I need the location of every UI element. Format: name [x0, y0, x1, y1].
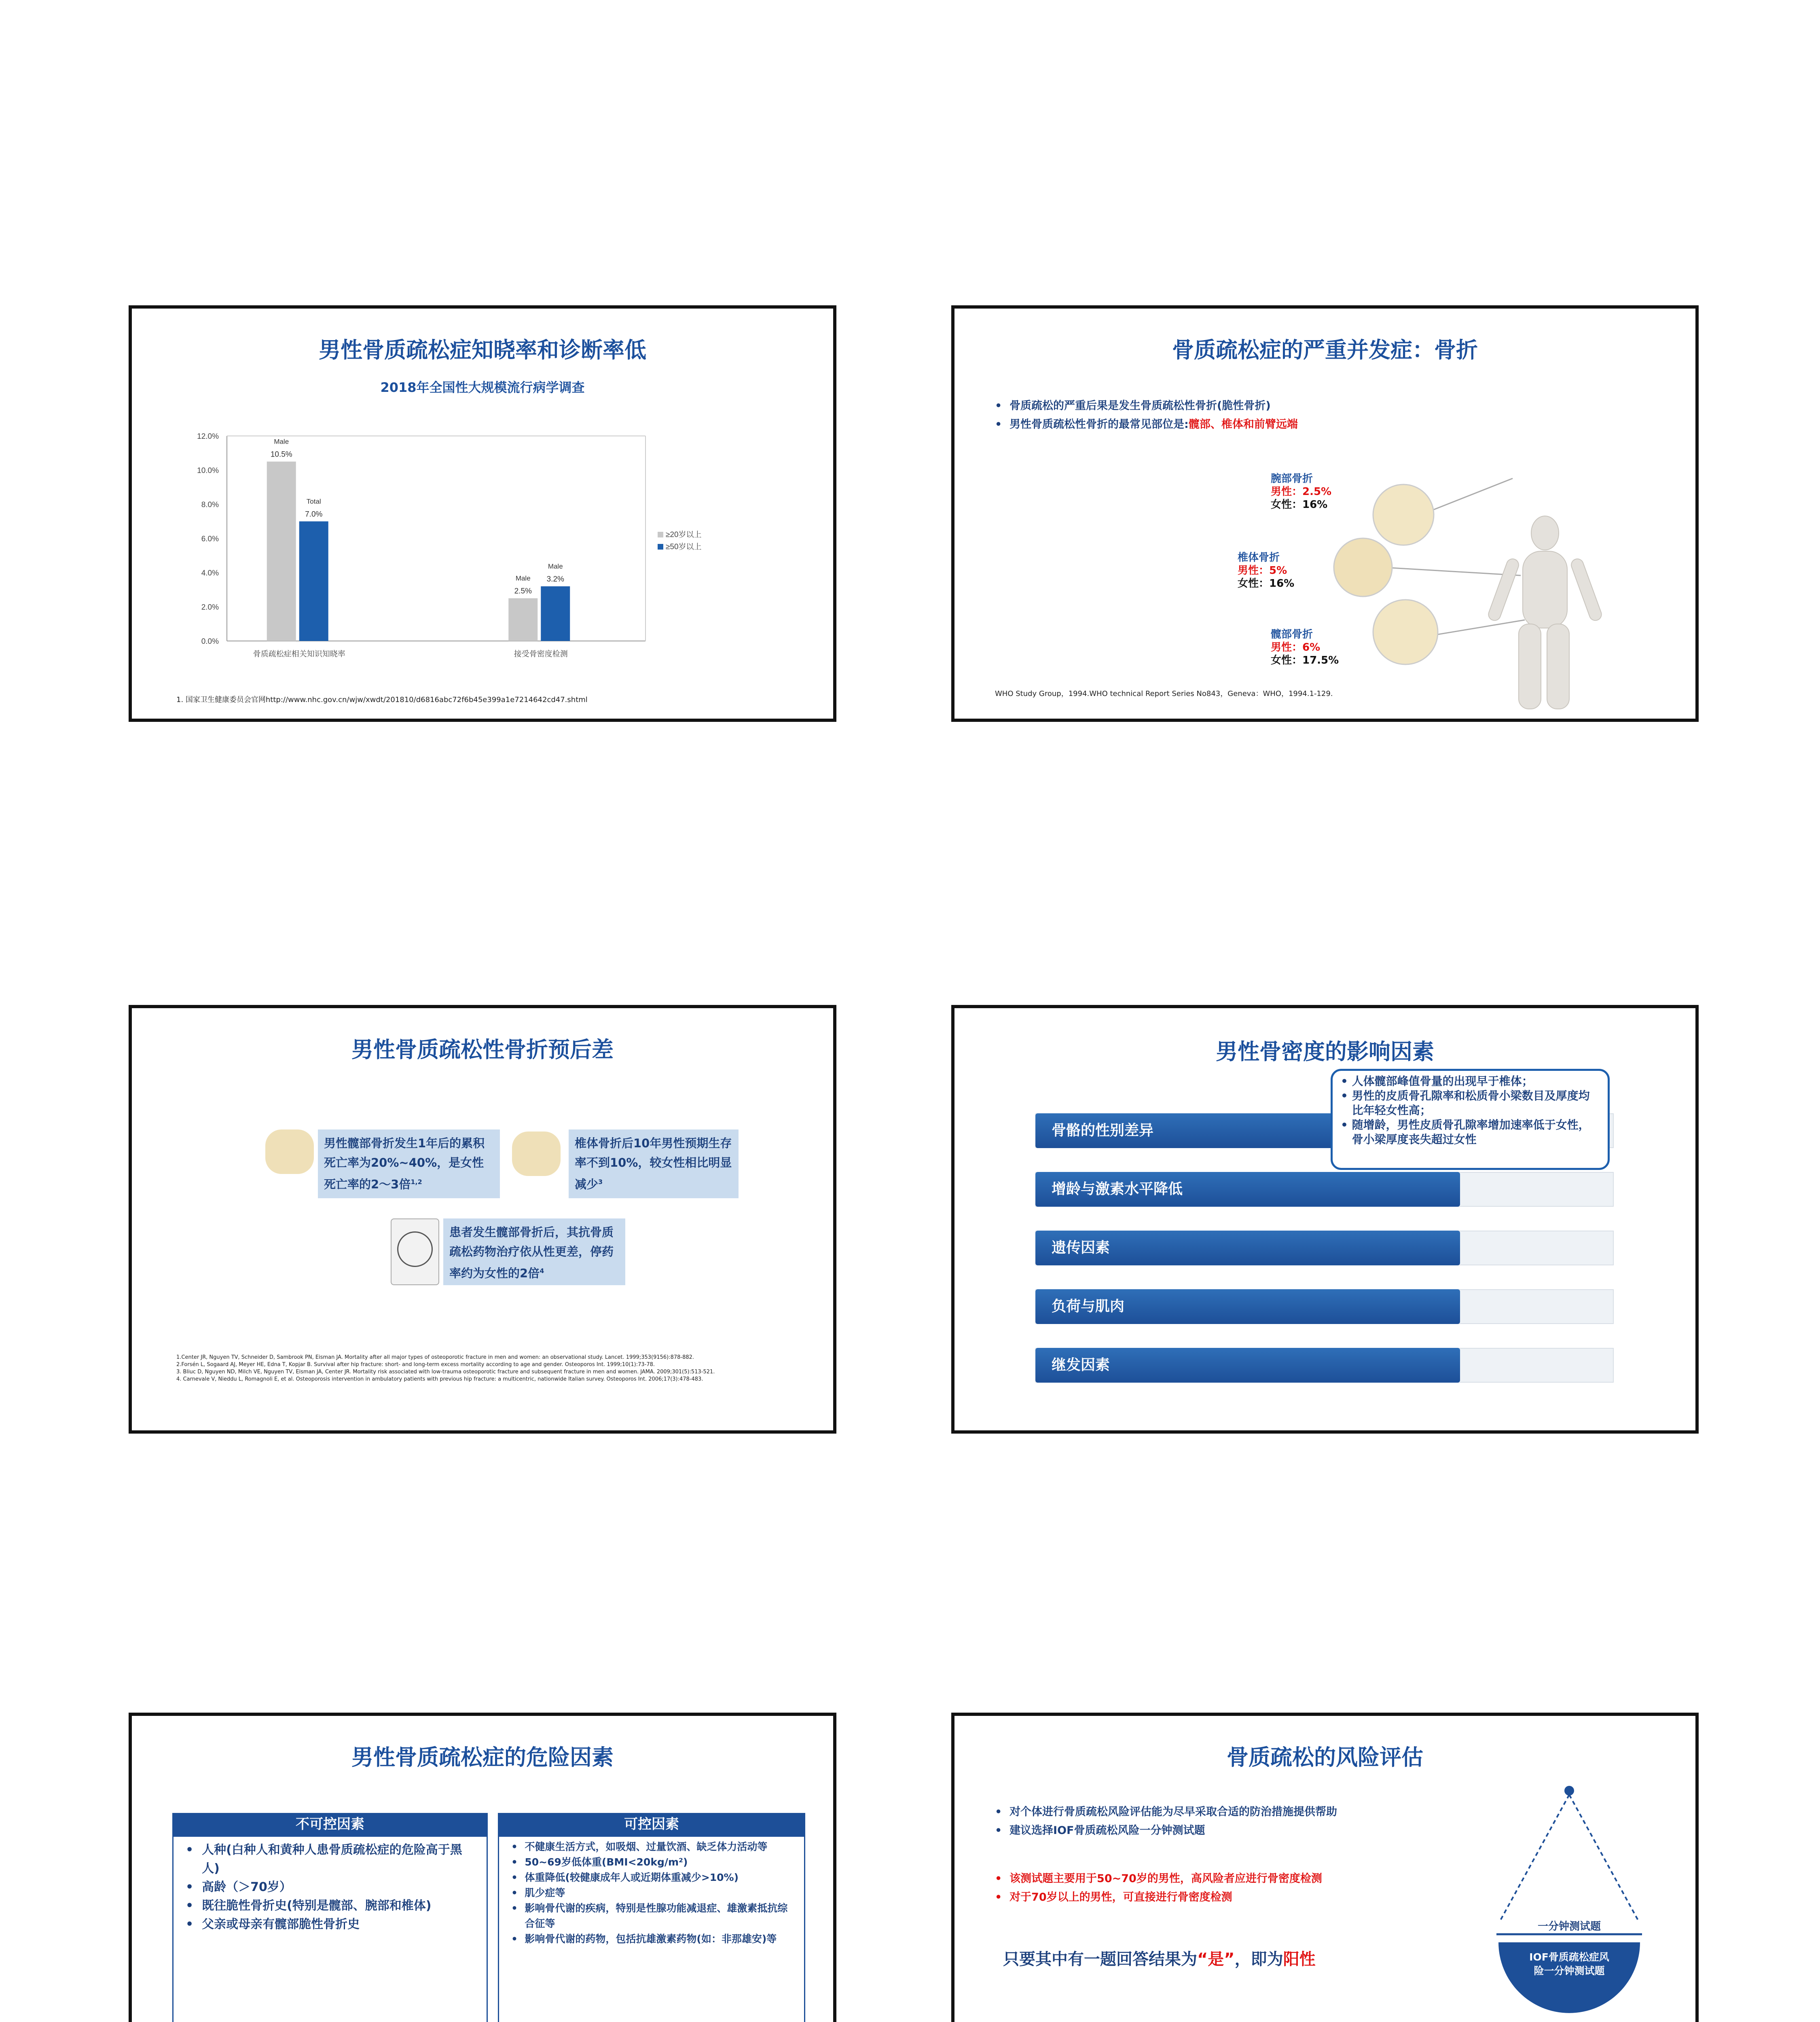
data-label: 10.5% [270, 450, 292, 459]
slide-awareness [129, 305, 836, 722]
bullet-item: • 骨质疏松的严重后果是发生骨质疏松性骨折(脆性骨折) [995, 400, 1271, 412]
controllable-header: 可控因素 [498, 1813, 805, 1836]
slide-title: 骨质疏松的风险评估 [1227, 1745, 1423, 1770]
y-tick-label: 2.0% [201, 603, 219, 612]
slide-title: 男性骨质疏松症知晓率和诊断率低 [319, 337, 646, 363]
legend-label: ≥50岁以上 [666, 543, 702, 551]
list-item: • 肌少症等 [511, 1887, 565, 1899]
bullet-item: • 建议选择IOF骨质疏松风险一分钟测试题 [995, 1824, 1205, 1837]
list-item: • 50~69岁低体重(BMI<20kg/m²) [511, 1856, 688, 1868]
y-tick-label: 8.0% [201, 501, 219, 509]
legend-swatch [658, 544, 663, 550]
list-item: • 不健康生活方式，如吸烟、过量饮酒、缺乏体力活动等 [511, 1841, 768, 1853]
slide-title: 男性骨密度的影响因素 [1216, 1039, 1434, 1064]
factor-secondary: 继发因素 [1035, 1348, 1460, 1383]
wrist-fracture-label: 腕部骨折 男性：2.5% 女性：16% [1271, 473, 1332, 511]
bullet-item: • 该测试题主要用于50~70岁的男性，高风险者应进行骨密度检测 [995, 1872, 1322, 1885]
factor-sex-difference: 骨骼的性别差异 [1035, 1113, 1460, 1148]
bullet-item: • 男性骨质疏松性骨折的最常见部位是:髋部、椎体和前臂远端 [995, 418, 1298, 431]
category-label: 接受骨密度检测 [514, 650, 568, 658]
hip-bone-image [1373, 600, 1438, 664]
slide-prognosis [129, 1005, 836, 1434]
bar [541, 586, 570, 641]
hip-bone-image [265, 1129, 314, 1174]
bullet-item: • 对于70岁以上的男性，可直接进行骨密度检测 [995, 1891, 1232, 1904]
y-tick-label: 4.0% [201, 569, 219, 577]
bar [267, 461, 296, 641]
list-item: • 体重降低(较健康成年人或近期体重减少>10%) [511, 1872, 739, 1883]
slide-title: 男性骨质疏松性骨折预后差 [351, 1037, 614, 1062]
controllable-panel [498, 1836, 805, 2022]
sex-difference-callout: • 人体髋部峰值骨量的出现早于椎体； • 男性的皮质骨孔隙率和松质骨小梁数目及厚度均比年轻女性高； • 随增龄，男性皮质骨孔隙率增加速率低于女性，骨小梁厚度丧失超过女性 [1331, 1069, 1610, 1170]
spine-bone-image [1334, 538, 1392, 596]
list-item: • 影响骨代谢的疾病，特别是性腺功能减退症、雄激素抵抗综合征等 [511, 1902, 788, 1929]
bar-group-label: Total [306, 497, 321, 506]
list-item: • 影响骨代谢的药物，包括抗雄激素药物(如：非那雄安)等 [511, 1933, 777, 1945]
bar-group-label: Male [274, 438, 289, 446]
awareness-bar-chart [132, 309, 836, 722]
factor-load-muscle: 负荷与肌肉 [1035, 1289, 1460, 1324]
legend-label: ≥20岁以上 [666, 531, 702, 539]
reference: WHO Study Group，1994.WHO technical Report Series No843，Geneva：WHO，1994.1-129. [995, 690, 1333, 698]
data-label: 2.5% [514, 587, 532, 596]
list-item: • 父亲或母亲有髋部脆性骨折史 [186, 1917, 360, 1931]
reference-list: 1.Center JR, Nguyen TV, Schneider D, Sambrook PN, Eisman JA. Mortality after all major types of osteoporotic fracture in men and women: an observational study. Lancet. 1999;353(9156):878-882. 2.Forsén L, Sogaard AJ, Meyer HE, Edna T, Kopjar B. Survival after hip fracture: short- and long-term excess mortality according to age and gender. Osteoporos Int. 1999;10(1):73-78. 3. Bliuc D, Nguyen ND, Milch VE, Nguyen TV, Eisman JA, Center JR. Mortality risk associated with low-trauma osteoporotic fracture and subsequent fracture in men and women. JAMA. 2009;301(5):513-521. 4. Carnevale V, Nieddu L, Romagnoli E, et al. Osteoporosis intervention in ambulatory patients with previous hip fracture: a multicentric, nationwide Italian survey. Osteoporos Int. 2006;17(3):478-483. [176, 1354, 715, 1382]
scale-label-bowl: IOF骨质疏松症风险一分钟测试题 [1529, 1951, 1609, 1977]
mortality-box-2: 椎体骨折后10年男性预期生存率不到10%，较女性相比明显减少$^3$ [569, 1129, 739, 1198]
data-label: 7.0% [305, 510, 323, 519]
slide-title: 男性骨质疏松症的危险因素 [351, 1745, 614, 1770]
bar-group-label: Male [548, 562, 563, 570]
bar [299, 521, 328, 641]
y-tick-label: 6.0% [201, 535, 219, 544]
bar [508, 598, 538, 641]
adherence-box: 患者发生髋部骨折后，其抗骨质疏松药物治疗依从性更差，停药率约为女性的2倍$^4$ [443, 1218, 625, 1285]
skeleton-illustration [954, 309, 1699, 722]
y-tick-label: 10.0% [197, 466, 219, 475]
uncontrollable-header: 不可控因素 [172, 1813, 488, 1836]
wrist-bone-image [1373, 484, 1434, 545]
reference: 1. 国家卫生健康委员会官网http://www.nhc.gov.cn/wjw/xwdt/201810/d6816abc72f6b45e399a1e7214642cd47.shtml [176, 696, 588, 704]
list-item: • 高龄（＞70岁） [186, 1880, 292, 1894]
slide-bmd-factors [951, 1005, 1699, 1434]
hip-fracture-label: 髋部骨折 男性：6% 女性：17.5% [1271, 628, 1339, 666]
factor-genetics: 遗传因素 [1035, 1231, 1460, 1265]
slide-risk-assessment [951, 1713, 1699, 2022]
list-item: • 人种(白种人和黄种人患骨质疏松症的危险高于黑人) [186, 1843, 462, 1876]
bullet-item: • 对个体进行骨质疏松风险评估能为尽早采取合适的防治措施提供帮助 [995, 1806, 1337, 1818]
slide-title: 骨质疏松症的严重并发症：骨折 [1172, 337, 1478, 363]
legend-swatch [658, 532, 663, 537]
scale-label-top: 一分钟测试题 [1537, 1920, 1601, 1933]
slide-fracture-complication [951, 305, 1699, 722]
data-label: 3.2% [546, 575, 564, 584]
mortality-box-1: 男性髋部骨折发生1年后的累积死亡率为20%~40%，是女性死亡率的2～3倍$^{1,2}$ [318, 1129, 500, 1198]
chart-title: 2018年全国性大规模流行病学调查 [380, 380, 585, 395]
factor-aging-hormone: 增龄与激素水平降低 [1035, 1172, 1460, 1207]
spine-bone-image [512, 1132, 561, 1176]
spine-fracture-label: 椎体骨折 男性：5% 女性：16% [1238, 552, 1295, 590]
slide-risk-factors [129, 1713, 836, 2022]
category-label: 骨质疏松症相关知识知晓率 [253, 650, 345, 658]
y-tick-label: 0.0% [201, 637, 219, 646]
uncontrollable-panel [172, 1836, 488, 2022]
conclusion-text: 只要其中有一题回答结果为“是”，即为阳性 [1003, 1950, 1316, 1969]
clock-image [391, 1218, 439, 1285]
y-tick-label: 12.0% [197, 432, 219, 441]
bar-group-label: Male [515, 574, 531, 582]
list-item: • 既往脆性骨折史(特别是髋部、腕部和椎体) [186, 1899, 432, 1913]
